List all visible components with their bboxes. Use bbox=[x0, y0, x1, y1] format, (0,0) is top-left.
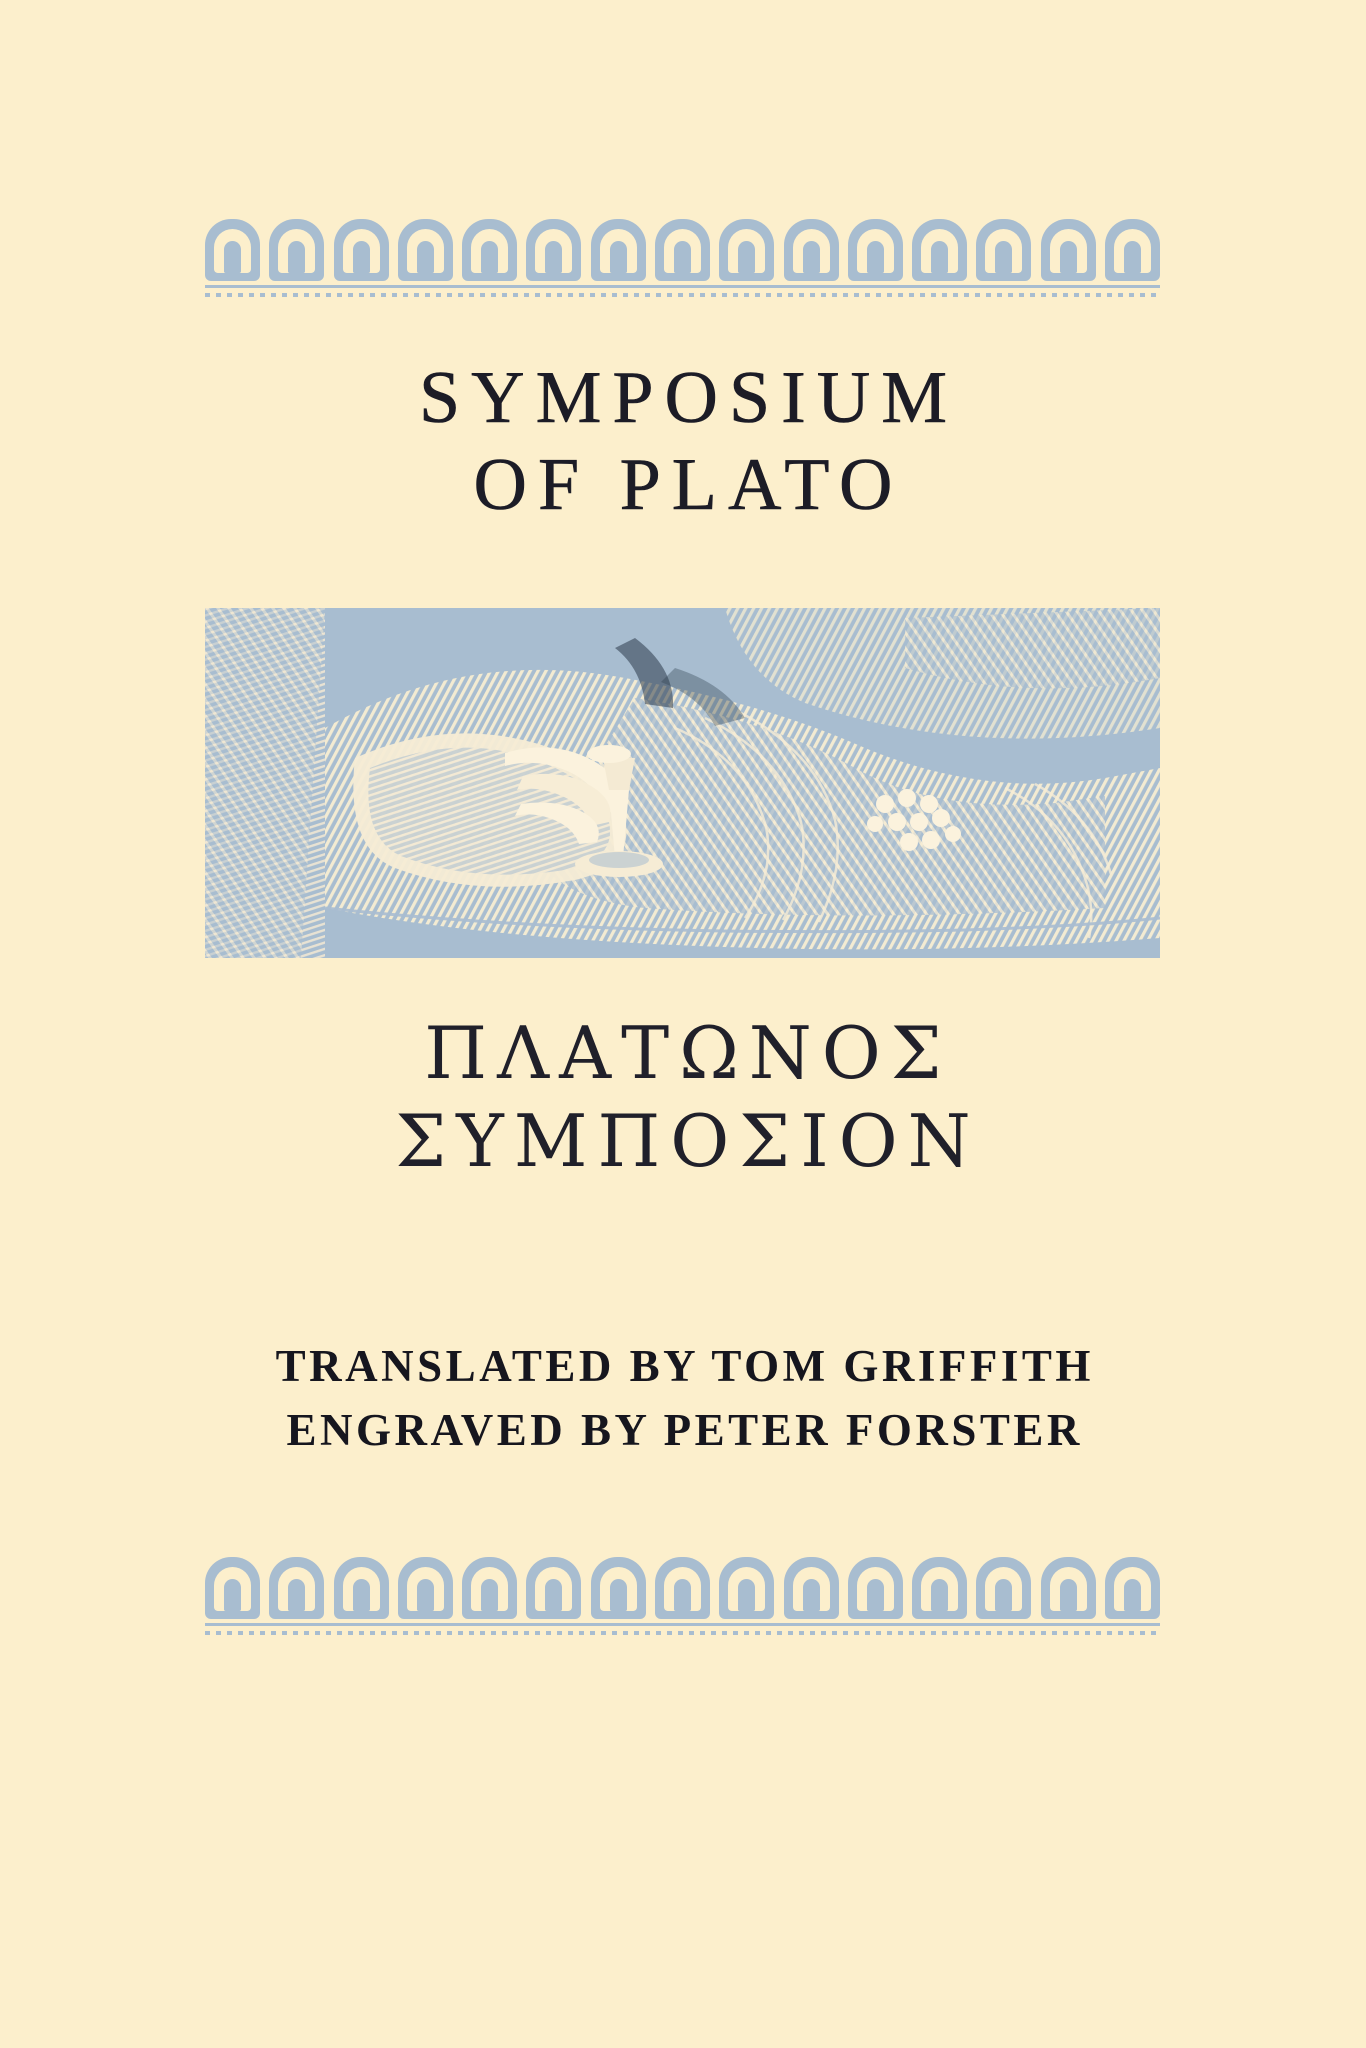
border-motif-icon bbox=[719, 1557, 774, 1619]
border-motif-icon bbox=[1041, 1557, 1096, 1619]
border-motif-row bbox=[205, 1553, 1160, 1619]
border-motif-icon bbox=[784, 219, 839, 281]
border-motif-icon bbox=[526, 219, 581, 281]
border-motif-icon bbox=[912, 219, 967, 281]
border-motif-icon bbox=[591, 219, 646, 281]
book-title-english bbox=[0, 355, 1366, 530]
border-motif-icon bbox=[462, 1557, 517, 1619]
border-rule bbox=[205, 1623, 1160, 1626]
greek-title-line-1: ΠΛΑΤΩΝΟΣ bbox=[424, 1011, 952, 1095]
credits-block bbox=[0, 1335, 1366, 1463]
border-motif-icon bbox=[1041, 219, 1096, 281]
book-title-greek bbox=[0, 1010, 1366, 1186]
greek-title-line-2: ΣΥΜΠΟΣΙΟΝ bbox=[395, 1098, 981, 1183]
ornamental-border-top bbox=[205, 215, 1160, 301]
border-dotted-rule bbox=[205, 293, 1160, 297]
border-motif-icon bbox=[719, 219, 774, 281]
border-motif-icon bbox=[462, 219, 517, 281]
title-line-1: SYMPOSIUM bbox=[418, 357, 959, 439]
border-motif-icon bbox=[655, 219, 710, 281]
border-motif-icon bbox=[205, 219, 260, 281]
border-motif-icon bbox=[334, 1557, 389, 1619]
border-motif-icon bbox=[526, 1557, 581, 1619]
title-line-2: OF PLATO bbox=[473, 444, 904, 527]
cover-illustration bbox=[205, 608, 1160, 958]
engraver-credit: ENGRAVED BY PETER FORSTER bbox=[286, 1404, 1083, 1455]
border-motif-icon bbox=[848, 1557, 903, 1619]
border-motif-icon bbox=[205, 1557, 260, 1619]
border-motif-icon bbox=[848, 219, 903, 281]
engraving-artwork bbox=[205, 608, 1160, 958]
border-motif-icon bbox=[1105, 219, 1160, 281]
border-motif-icon bbox=[655, 1557, 710, 1619]
translator-credit: TRANSLATED BY TOM GRIFFITH bbox=[275, 1341, 1094, 1391]
border-motif-icon bbox=[912, 1557, 967, 1619]
border-motif-icon bbox=[976, 1557, 1031, 1619]
ornamental-border-bottom bbox=[205, 1553, 1160, 1639]
border-rule bbox=[205, 285, 1160, 288]
border-motif-icon bbox=[269, 219, 324, 281]
border-motif-icon bbox=[398, 219, 453, 281]
border-motif-icon bbox=[591, 1557, 646, 1619]
border-motif-icon bbox=[1105, 1557, 1160, 1619]
border-motif-row bbox=[205, 215, 1160, 281]
border-motif-icon bbox=[398, 1557, 453, 1619]
border-motif-icon bbox=[269, 1557, 324, 1619]
border-dotted-rule bbox=[205, 1631, 1160, 1635]
border-motif-icon bbox=[784, 1557, 839, 1619]
border-motif-icon bbox=[976, 219, 1031, 281]
border-motif-icon bbox=[334, 219, 389, 281]
